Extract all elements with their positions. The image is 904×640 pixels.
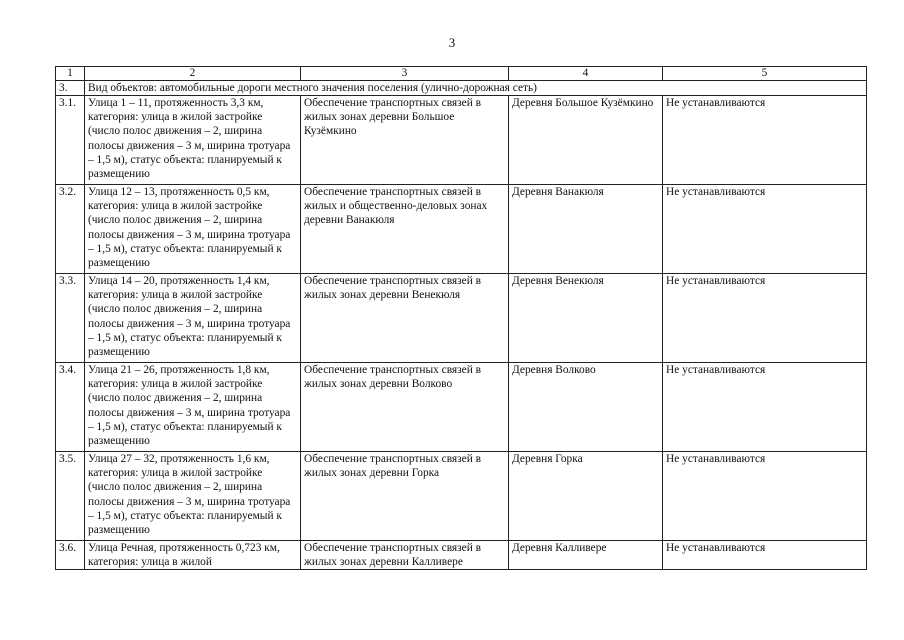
object-location: Деревня Горка: [509, 452, 663, 541]
object-location: Деревня Большое Кузёмкино: [509, 96, 663, 185]
row-number: 3.1.: [56, 96, 85, 185]
group-number: 3.: [56, 81, 85, 96]
object-zones: Не устанавливаются: [663, 96, 867, 185]
table-row: [56, 541, 867, 570]
column-number: 2: [85, 67, 301, 81]
column-number: 5: [663, 67, 867, 81]
object-purpose: Обеспечение транспортных связей в жилых и общественно-деловых зонах деревни Ванакюля: [301, 185, 509, 274]
table-row: [56, 363, 867, 452]
row-number: 3.2.: [56, 185, 85, 274]
object-description: Улица 21 – 26, протяженность 1,8 км, категория: улица в жилой застройке (число полос движения – 2, ширина полосы движения – 3 м, ширина тротуара – 1,5 м), статус объекта: планируемый к размещению: [85, 363, 301, 452]
object-description: Улица 1 – 11, протяженность 3,3 км, категория: улица в жилой застройке (число полос движения – 2, ширина полосы движения – 3 м, ширина тротуара – 1,5 м), статус объекта: планируемый к размещению: [85, 96, 301, 185]
object-purpose: Обеспечение транспортных связей в жилых зонах деревни Венекюля: [301, 274, 509, 363]
object-description: Улица 14 – 20, протяженность 1,4 км, категория: улица в жилой застройке (число полос движения – 2, ширина полосы движения – 3 м, ширина тротуара – 1,5 м), статус объекта: планируемый к размещению: [85, 274, 301, 363]
column-number-row: [56, 67, 867, 81]
object-zones: Не устанавливаются: [663, 185, 867, 274]
row-number: 3.4.: [56, 363, 85, 452]
object-zones: Не устанавливаются: [663, 452, 867, 541]
table-row: [56, 96, 867, 185]
row-number: 3.6.: [56, 541, 85, 570]
object-location: Деревня Волково: [509, 363, 663, 452]
table-row: [56, 274, 867, 363]
object-zones: Не устанавливаются: [663, 363, 867, 452]
column-number: 3: [301, 67, 509, 81]
object-purpose: Обеспечение транспортных связей в жилых зонах деревни Калливере: [301, 541, 509, 570]
table-row: [56, 185, 867, 274]
object-description: Улица 27 – 32, протяженность 1,6 км, категория: улица в жилой застройке (число полос движения – 2, ширина полосы движения – 3 м, ширина тротуара – 1,5 м), статус объекта: планируемый к размещению: [85, 452, 301, 541]
object-description: Улица Речная, протяженность 0,723 км, категория: улица в жилой: [85, 541, 301, 570]
object-purpose: Обеспечение транспортных связей в жилых зонах деревни Большое Кузёмкино: [301, 96, 509, 185]
object-zones: Не устанавливаются: [663, 541, 867, 570]
row-number: 3.5.: [56, 452, 85, 541]
page-number: 3: [448, 35, 456, 50]
objects-table: [55, 66, 867, 570]
group-title: Вид объектов: автомобильные дороги местного значения поселения (улично-дорожная сеть): [85, 81, 867, 96]
object-purpose: Обеспечение транспортных связей в жилых зонах деревни Волково: [301, 363, 509, 452]
table-row: [56, 452, 867, 541]
column-number: 4: [509, 67, 663, 81]
object-location: Деревня Венекюля: [509, 274, 663, 363]
row-number: 3.3.: [56, 274, 85, 363]
column-number: 1: [56, 67, 85, 81]
object-location: Деревня Калливере: [509, 541, 663, 570]
object-purpose: Обеспечение транспортных связей в жилых зонах деревни Горка: [301, 452, 509, 541]
object-zones: Не устанавливаются: [663, 274, 867, 363]
object-location: Деревня Ванакюля: [509, 185, 663, 274]
group-row: [56, 81, 867, 96]
object-description: Улица 12 – 13, протяженность 0,5 км, категория: улица в жилой застройке (число полос движения – 2, ширина полосы движения – 3 м, ширина тротуара – 1,5 м), статус объекта: планируемый к размещению: [85, 185, 301, 274]
